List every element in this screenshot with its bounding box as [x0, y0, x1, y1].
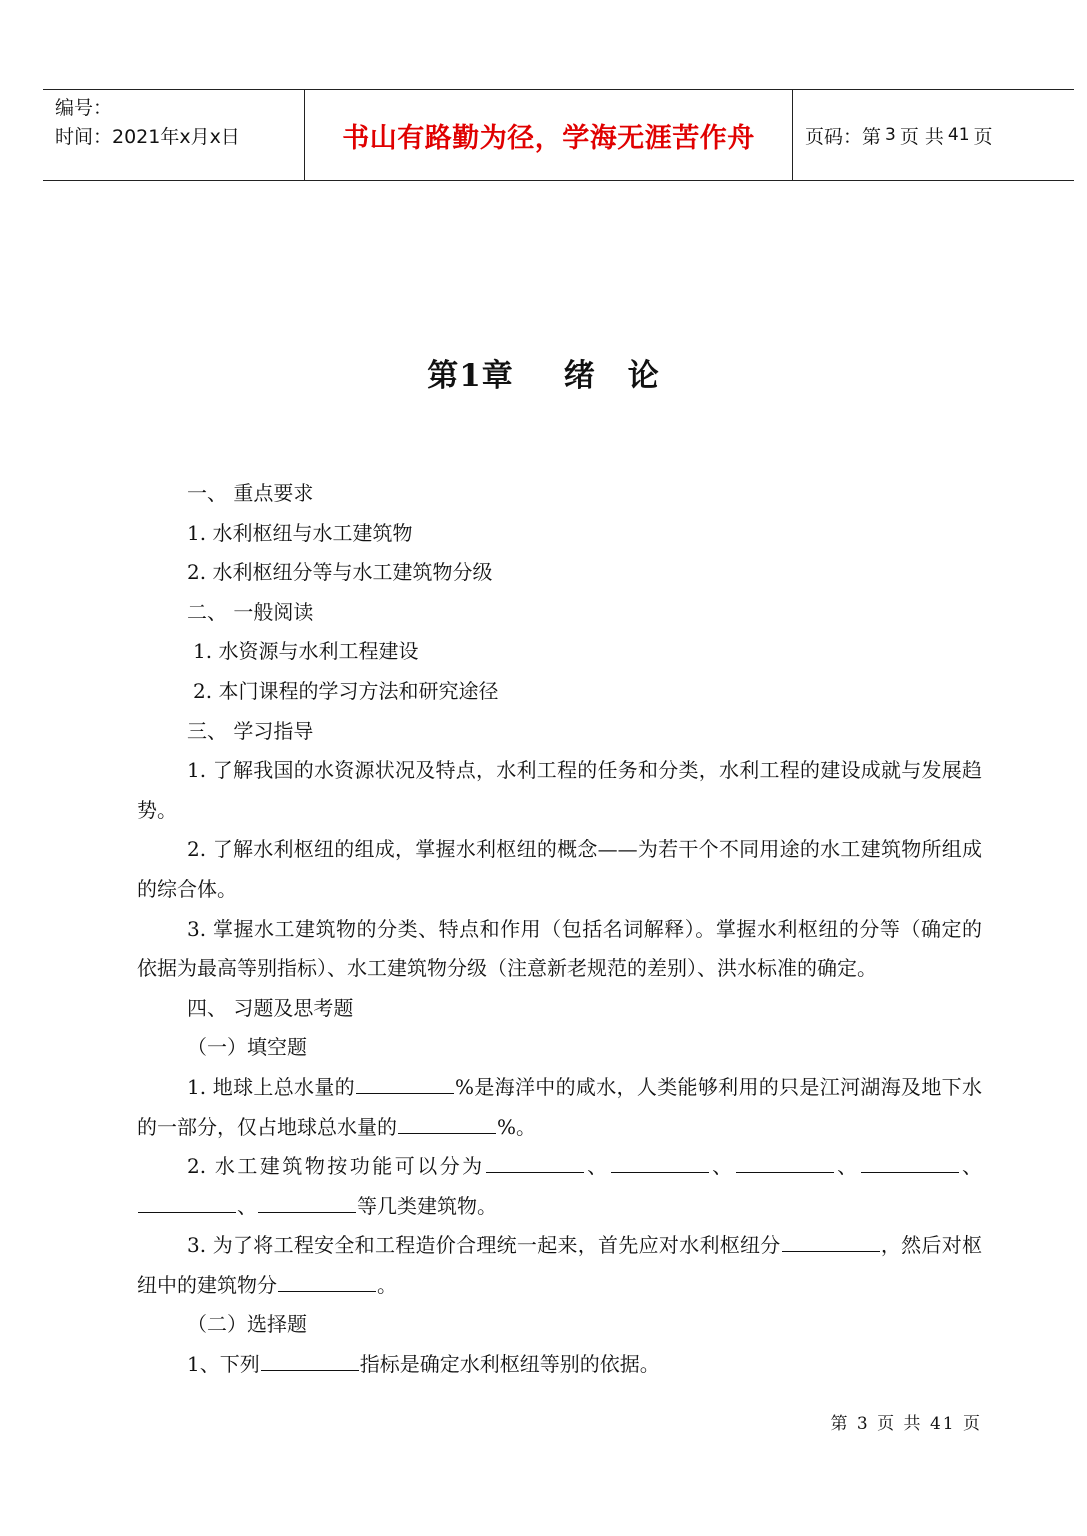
subsection-heading: （二）选择题: [187, 1312, 307, 1337]
answer-blank[interactable]: [278, 1269, 376, 1292]
answer-blank[interactable]: [486, 1150, 584, 1173]
fill-question-1: [137, 1068, 982, 1147]
question-text: %。: [497, 1114, 537, 1139]
page-total: 41: [947, 125, 970, 145]
list-item: 2. 本门课程的学习方法和研究途径: [193, 678, 499, 703]
separator: 、: [237, 1193, 257, 1218]
page-current: 3: [885, 125, 896, 145]
section-heading: 四、 习题及思考题: [187, 995, 354, 1020]
answer-blank[interactable]: [736, 1150, 834, 1173]
answer-blank[interactable]: [611, 1150, 709, 1173]
answer-blank[interactable]: [861, 1150, 959, 1173]
separator: 、: [834, 1154, 860, 1179]
section-heading: 二、 一般阅读: [187, 599, 314, 624]
document-body: [137, 474, 982, 1385]
answer-blank[interactable]: [398, 1111, 496, 1134]
question-text: 3. 为了将工程安全和工程造价合理统一起来，首先应对水利枢纽分: [187, 1233, 781, 1258]
separator: 、: [709, 1154, 735, 1179]
section-heading: 三、 学习指导: [187, 718, 314, 743]
question-text: 1. 地球上总水量的: [187, 1074, 355, 1099]
question-text: 1、下列: [187, 1352, 260, 1377]
page-suffix: 页: [973, 125, 993, 148]
subsection-heading: （一）填空题: [187, 1035, 307, 1060]
page-header: [43, 89, 1074, 181]
chapter-name: 绪 论: [563, 358, 660, 394]
time-label: 时间：2021年x月x日: [55, 126, 240, 148]
header-meta: [43, 90, 305, 180]
question-text: 2. 水工建筑物按功能可以分为: [187, 1154, 485, 1179]
answer-blank[interactable]: [356, 1071, 454, 1094]
section-heading: 一、 重点要求: [187, 481, 314, 505]
answer-blank[interactable]: [258, 1190, 356, 1213]
separator: 、: [959, 1154, 983, 1179]
answer-blank[interactable]: [782, 1229, 880, 1252]
list-item: 1. 水利枢纽与水工建筑物: [187, 520, 413, 545]
answer-blank[interactable]: [261, 1348, 359, 1371]
question-text: %是海洋中的咸水，人类能够利用的只是江河湖海及地下水的一部分，仅占地球总水量的: [137, 1074, 982, 1139]
page-mid: 页 共: [899, 125, 944, 148]
header-motto: 书山有路勤为径，学海无涯苦作舟: [305, 90, 793, 180]
page-footer: 第 3 页 共 41 页: [830, 1414, 982, 1434]
choice-question-1: [137, 1345, 982, 1385]
chapter-number: 第1章: [427, 358, 514, 394]
question-text: 。: [377, 1272, 397, 1297]
header-page-info: [793, 90, 1074, 180]
separator: 、: [584, 1154, 610, 1179]
question-text: 等几类建筑物。: [357, 1193, 497, 1218]
fill-question-3: [137, 1226, 982, 1305]
chapter-title: [0, 350, 1087, 395]
number-label: 编号：: [55, 97, 113, 119]
paragraph: 1. 了解我国的水资源状况及特点，水利工程的任务和分类，水利工程的建设成就与发展趋势。: [137, 758, 982, 822]
list-item: 1. 水资源与水利工程建设: [193, 639, 419, 664]
paragraph: 3. 掌握水工建筑物的分类、特点和作用（包括名词解释）。掌握水利枢纽的分等（确定的依据为最高等别指标）、水工建筑物分级（注意新老规范的差别）、洪水标准的确定。: [137, 916, 982, 981]
list-item: 2. 水利枢纽分等与水工建筑物分级: [187, 560, 493, 585]
answer-blank[interactable]: [138, 1190, 236, 1213]
fill-question-2: [137, 1147, 982, 1226]
question-text: ，然后对枢纽中的建筑物分: [137, 1233, 982, 1297]
page-label: 页码：第: [805, 125, 882, 148]
paragraph: 2. 了解水利枢纽的组成，掌握水利枢纽的概念——为若干个不同用途的水工建筑物所组成的综合体。: [137, 837, 982, 901]
question-text: 指标是确定水利枢纽等别的依据。: [359, 1352, 660, 1377]
